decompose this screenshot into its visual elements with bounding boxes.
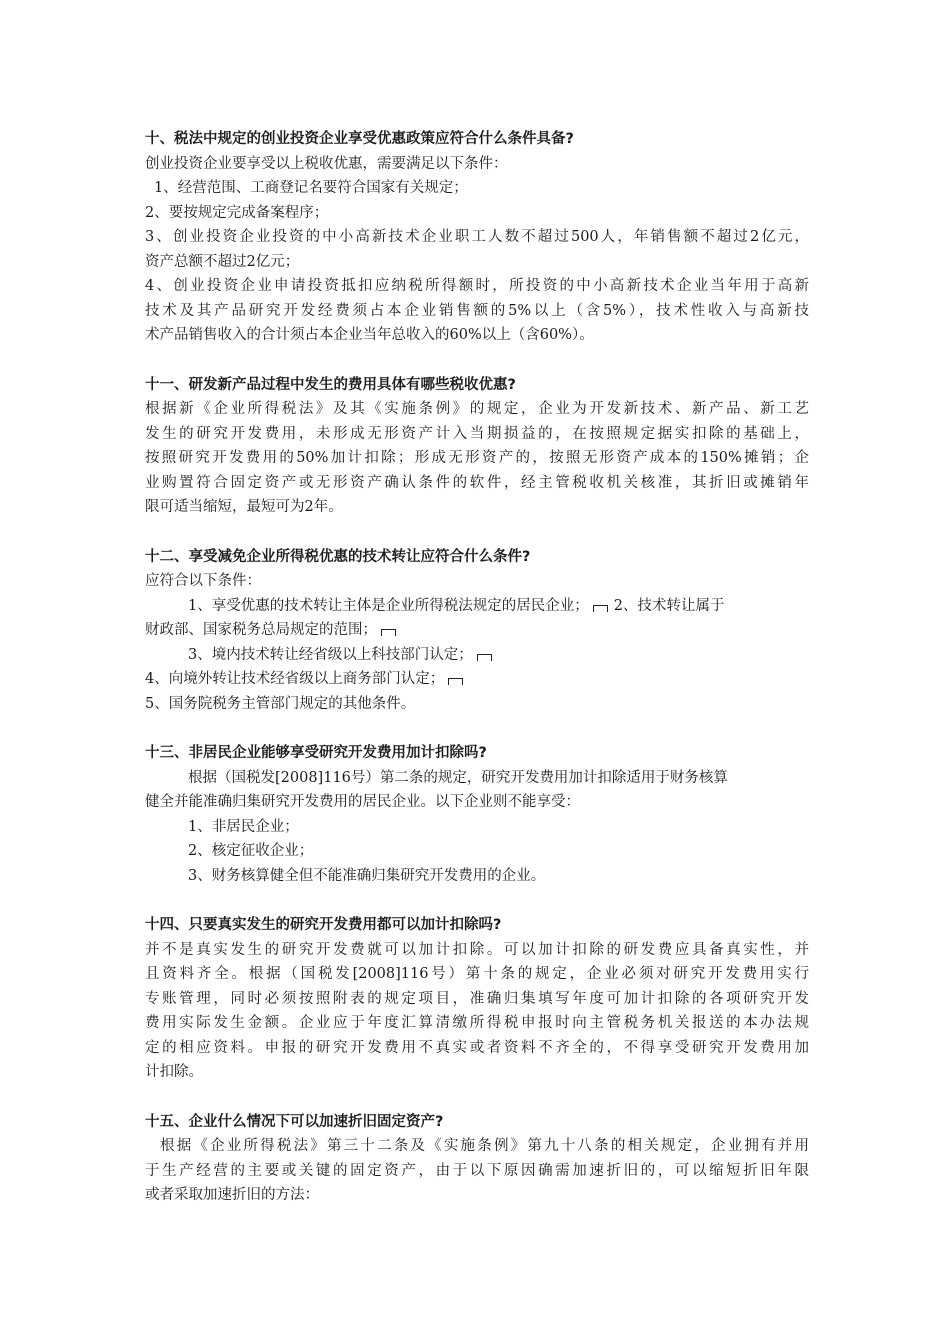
paragraph-line: 发生的研究开发费用，未形成无形资产计入当期损益的，在按照规定据实扣除的基础上，: [145, 425, 809, 442]
paragraph-line: 按照研究开发费用的50%加计扣除；形成无形资产的，按照无形资产成本的150%摊销；企: [145, 450, 809, 466]
paragraph-line: 资产总额不超过2亿元；: [145, 253, 300, 270]
paragraph-line: 定的相应资料。申报的研究开发费用不真实或者资料不齐全的，不得享受研究开发费用加: [145, 1039, 809, 1056]
paragraph-line: 且资料齐全。根据（国税发[2008]116号）第十条的规定，企业必须对研究开发费用实行: [145, 966, 809, 982]
list-item: 5、国务院税务主管部门规定的其他条件。: [145, 695, 416, 712]
section-heading: 十五、企业什么情况下可以加速折旧固定资产?: [145, 1113, 444, 1130]
section-14: [145, 913, 809, 1085]
section-heading: 十一、研发新产品过程中发生的费用具体有哪些税收优惠?: [145, 376, 516, 393]
line-break-mark-icon: [448, 678, 463, 685]
paragraph-line: 术产品销售收入的合计须占本企业当年总收入的60%以上（含60%）。: [145, 327, 594, 343]
document-page: [145, 127, 809, 1233]
section-heading: 十四、只要真实发生的研究开发费用都可以加计扣除吗?: [145, 917, 502, 933]
list-item: 4、创业投资企业申请投资抵扣应纳税所得额时，所投资的中小高新技术企业当年用于高新: [145, 278, 809, 294]
paragraph-line: 根据《企业所得税法》第三十二条及《实施条例》第九十八条的相关规定，企业拥有并用: [160, 1138, 809, 1154]
section-heading: 十二、享受减免企业所得税优惠的技术转让应符合什么条件?: [145, 548, 531, 565]
line-break-mark-icon: [477, 654, 492, 661]
list-item: 3、创业投资企业投资的中小高新技术企业职工人数不超过500人，年销售额不超过2亿元，: [145, 229, 809, 245]
paragraph-line: 于生产经营的主要或关键的固定资产，由于以下原因确需加速折旧的，可以缩短折旧年限: [145, 1162, 809, 1179]
paragraph-line: 健全并能准确归集研究开发费用的居民企业。以下企业则不能享受：: [145, 794, 580, 810]
line-break-mark-icon: [381, 629, 396, 636]
paragraph-line: 或者采取加速折旧的方法：: [145, 1187, 319, 1203]
paragraph-line: 技术及其产品研究开发经费须占本企业销售额的5%以上（含5%），技术性收入与高新技: [145, 302, 809, 319]
list-item: [145, 667, 809, 692]
list-item-text: 3、境内技术转让经省级以上科技部门认定；: [188, 646, 473, 663]
line-break-mark-icon: [593, 605, 608, 612]
paragraph-line: 业购置符合固定资产或无形资产确认条件的软件，经主管税收机关核准，其折旧或摊销年: [145, 474, 809, 491]
list-item: 3、财务核算健全但不能准确归集研究开发费用的企业。: [188, 867, 546, 884]
list-item: 1、经营范围、工商登记名要符合国家有关规定；: [154, 180, 468, 196]
list-item: 2、核定征收企业；: [188, 843, 314, 859]
section-15: [145, 1110, 809, 1208]
section-heading: 十三、非居民企业能够享受研究开发费用加计扣除吗?: [145, 745, 487, 761]
paragraph-line: 应符合以下条件：: [145, 573, 261, 589]
paragraph-line: 限可适当缩短，最短可为2年。: [145, 499, 343, 515]
paragraph-line: 专账管理，同时必须按照附表的规定项目，准确归集填写年度可加计扣除的各项研究开发: [145, 990, 809, 1007]
list-item: 2、要按规定完成备案程序；: [145, 204, 329, 221]
paragraph-line: 根据新《企业所得税法》及其《实施条例》的规定，企业为开发新技术、新产品、新工艺: [145, 401, 809, 417]
paragraph-line: 费用实际发生金额。企业应于年度汇算清缴所得税申报时向主管税务机关报送的本办法规: [145, 1015, 809, 1031]
list-item-text: 4、向境外转让技术经省级以上商务部门认定；: [145, 671, 445, 687]
paragraph-line: 根据（国税发[2008]116号）第二条的规定，研究开发费用加计扣除适用于财务核算: [188, 769, 728, 786]
paragraph-line: 创业投资企业要享受以上税收优惠，需要满足以下条件：: [145, 155, 508, 172]
list-item-text: 财政部、国家税务总局规定的范围；: [145, 622, 377, 638]
list-item: [145, 618, 809, 643]
paragraph-line: 计扣除。: [145, 1064, 203, 1080]
section-11: [145, 373, 809, 520]
list-item: [145, 594, 809, 619]
list-item-text: 1、享受优惠的技术转让主体是企业所得税法规定的居民企业；: [188, 597, 589, 614]
section-12: [145, 545, 809, 717]
list-item-text: 2、技术转让属于: [613, 597, 725, 614]
section-10: [145, 127, 809, 348]
section-heading: 十、税法中规定的创业投资企业享受优惠政策应符合什么条件具备?: [145, 131, 574, 147]
paragraph-line: 并不是真实发生的研究开发费就可以加计扣除。可以加计扣除的研发费应具备真实性，并: [145, 941, 809, 958]
section-13: [145, 741, 809, 888]
list-item: [145, 643, 809, 668]
list-item: 1、非居民企业；: [188, 818, 299, 835]
